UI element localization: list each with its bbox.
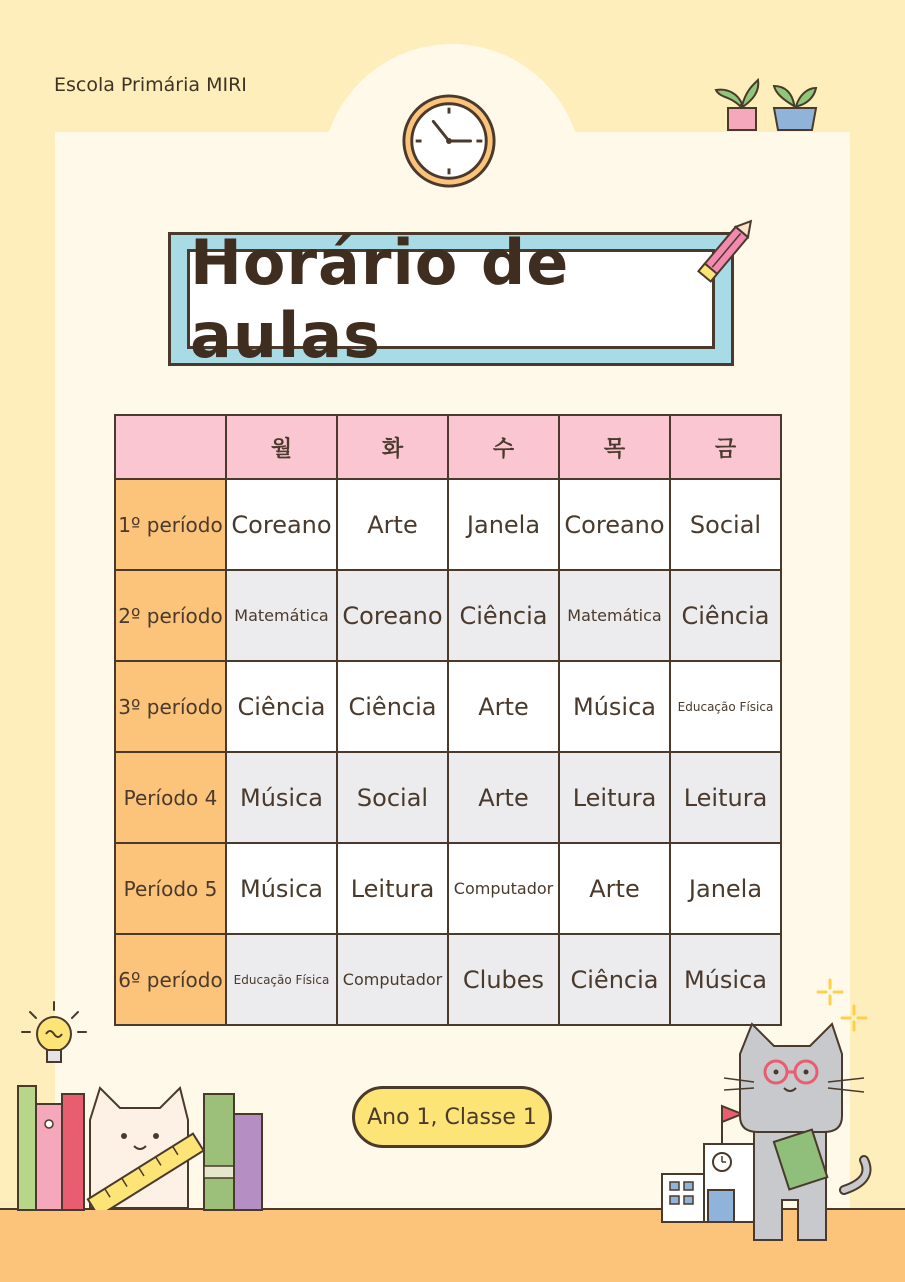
period-label: Período 4 bbox=[115, 752, 226, 843]
class-cell: Computador bbox=[448, 843, 559, 934]
cat-icon bbox=[80, 1080, 208, 1210]
class-cell: Social bbox=[670, 479, 781, 570]
day-header: 월 bbox=[226, 415, 337, 479]
class-cell: Arte bbox=[337, 479, 448, 570]
class-cell: Arte bbox=[559, 843, 670, 934]
title-box bbox=[187, 226, 715, 372]
header-corner bbox=[115, 415, 226, 479]
day-header: 화 bbox=[337, 415, 448, 479]
table-header-row bbox=[115, 415, 781, 479]
pencil-icon bbox=[676, 214, 764, 302]
period-label: 6º período bbox=[115, 934, 226, 1025]
class-cell: Coreano bbox=[559, 479, 670, 570]
period-label: 1º período bbox=[115, 479, 226, 570]
class-cell: Leitura bbox=[337, 843, 448, 934]
class-cell: Educação Física bbox=[670, 661, 781, 752]
class-cell: Leitura bbox=[559, 752, 670, 843]
class-cell: Leitura bbox=[670, 752, 781, 843]
class-cell: Ciência bbox=[337, 661, 448, 752]
class-label: Ano 1, Classe 1 bbox=[367, 1104, 537, 1130]
day-header: 수 bbox=[448, 415, 559, 479]
class-cell: Matemática bbox=[559, 570, 670, 661]
class-cell: Social bbox=[337, 752, 448, 843]
class-cell: Arte bbox=[448, 661, 559, 752]
period-label: 2º período bbox=[115, 570, 226, 661]
class-cell: Música bbox=[226, 752, 337, 843]
period-label: Período 5 bbox=[115, 843, 226, 934]
class-cell: Computador bbox=[337, 934, 448, 1025]
clock-icon bbox=[400, 92, 498, 190]
school-name: Escola Primária MIRI bbox=[54, 74, 247, 96]
class-cell: Janela bbox=[448, 479, 559, 570]
class-badge bbox=[352, 1086, 552, 1148]
table-row bbox=[115, 934, 781, 1025]
table-row bbox=[115, 752, 781, 843]
lightbulb-icon bbox=[18, 998, 90, 1072]
day-header: 목 bbox=[559, 415, 670, 479]
period-label: 3º período bbox=[115, 661, 226, 752]
title-frame bbox=[168, 226, 734, 372]
plant-icon bbox=[712, 76, 822, 136]
cat-icon bbox=[724, 1020, 874, 1250]
class-cell: Janela bbox=[670, 843, 781, 934]
table-row bbox=[115, 843, 781, 934]
class-cell: Música bbox=[226, 843, 337, 934]
schedule-table bbox=[114, 414, 782, 1026]
class-cell: Educação Física bbox=[226, 934, 337, 1025]
class-cell: Ciência bbox=[448, 570, 559, 661]
page-title: Horário de aulas bbox=[190, 226, 570, 372]
table-row bbox=[115, 570, 781, 661]
class-cell: Música bbox=[559, 661, 670, 752]
table-row bbox=[115, 479, 781, 570]
class-cell: Coreano bbox=[226, 479, 337, 570]
class-cell: Coreano bbox=[337, 570, 448, 661]
class-cell: Ciência bbox=[559, 934, 670, 1025]
class-cell: Clubes bbox=[448, 934, 559, 1025]
class-cell: Ciência bbox=[226, 661, 337, 752]
class-cell: Matemática bbox=[226, 570, 337, 661]
class-cell: Música bbox=[670, 934, 781, 1025]
day-header: 금 bbox=[670, 415, 781, 479]
class-cell: Arte bbox=[448, 752, 559, 843]
table-row bbox=[115, 661, 781, 752]
class-cell: Ciência bbox=[670, 570, 781, 661]
